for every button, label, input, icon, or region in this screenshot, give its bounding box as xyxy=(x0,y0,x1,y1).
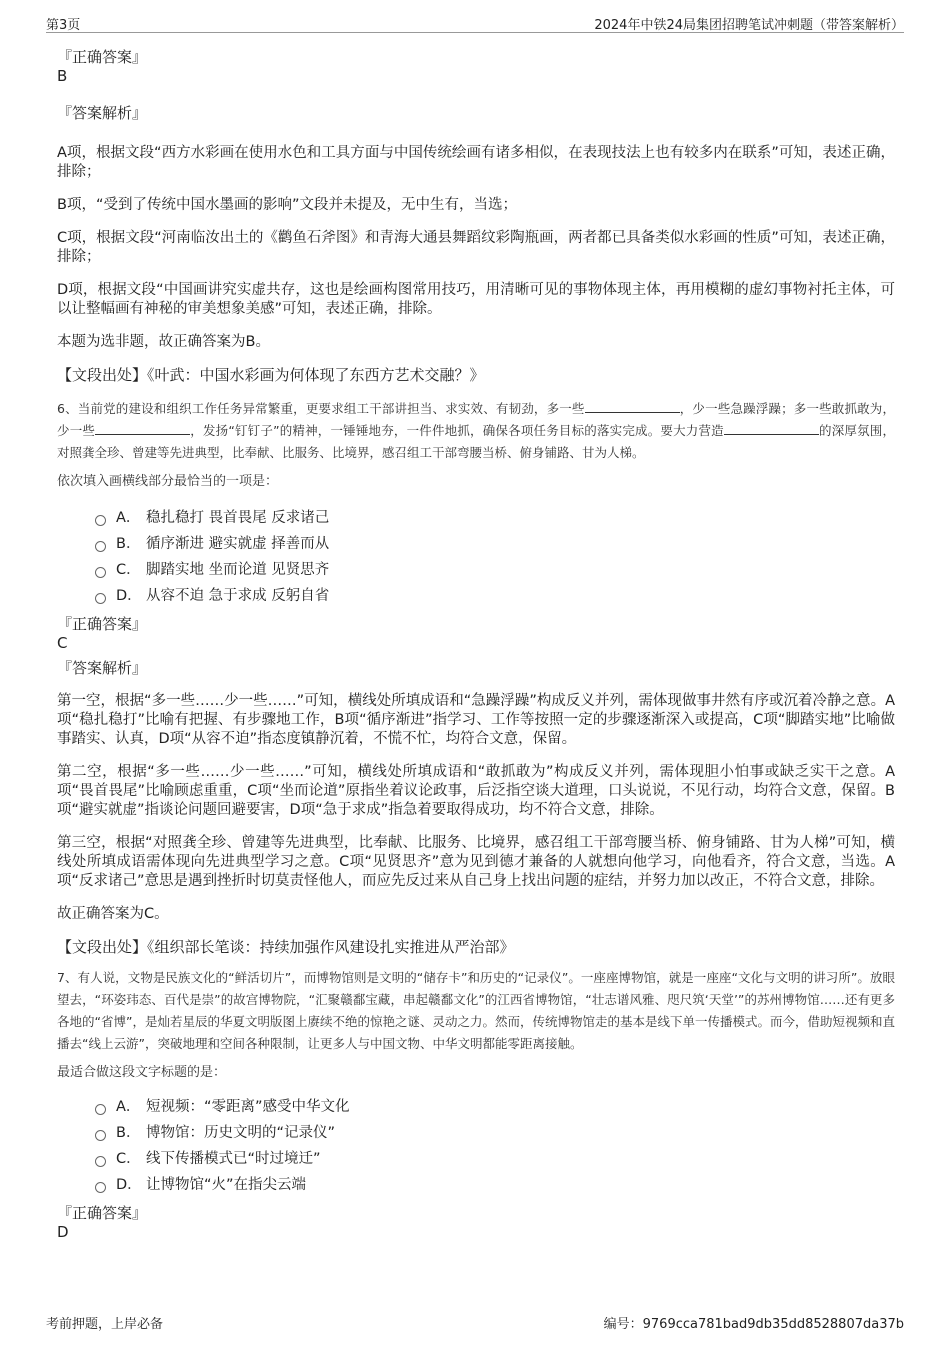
option-letter: A． xyxy=(116,510,141,526)
option-letter: B． xyxy=(116,536,141,552)
analysis-paragraph: 第二空，根据“多一些……少一些……”可知，横线处所填成语和“敢抓敢为”构成反义并列，需体现胆小怕事或缺乏实干之意。A项“畏首畏尾”比喻顾虑重重，C项“坐而论道”原指坐着议论政事，后泛指空谈大道理，口头说说，不见行动，均符合文意，保留。B项“避实就虚”指谈论问题回避要害，D项“急于求成”指急着要取得成功，均不符合文意，排除。 xyxy=(57,764,895,818)
source-title: 《叶武：中国水彩画为何体现了东西方艺术交融？》 xyxy=(147,366,485,384)
option-text: 让博物馆“火”在指尖云端 xyxy=(146,1177,307,1193)
question-stem xyxy=(57,398,895,464)
analysis-paragraph: 第三空，根据“对照龚全珍、曾建等先进典型，比奉献、比服务、比境界，感召组工干部弯腰当桥、俯身铺路、甘为人梯”可知，横线处所填成语需体现向先进典型学习之意。C项“见贤思齐”意为见到德才兼备的人就想向他学习，向他看齐，符合文意，当选。A项“反求诸己”意思是遇到挫折时切莫责怪他人，而应先反过来从自己身上找出问题的症结，并努力加以改正，不符合文意，排除。 xyxy=(57,835,895,889)
stem-text: 6、当前党的建设和组织工作任务异常繁重，更要求组工干部讲担当、求实效、有韧劲，多一些 xyxy=(57,401,585,416)
answer-value: B xyxy=(57,67,68,85)
source-title: 《组织部长笔谈：持续加强作风建设扎实推进从严治部》 xyxy=(147,938,515,956)
option-letter: D． xyxy=(116,1177,142,1193)
answer-label: 『正确答案』 xyxy=(57,48,148,66)
analysis-conclusion: 故正确答案为C。 xyxy=(57,906,169,922)
question-stem: 7、有人说，文物是民族文化的“鲜活切片”，而博物馆则是文明的“储存卡”和历史的“记录仪”。一座座博物馆，就是一座座“文化与文明的讲习所”。放眼望去，“环姿玮态、百代是崇”的故宫博物院，“汇聚赣鄱宝藏，串起赣鄱文化”的江西省博物馆，“壮志谱风雅、咫尺筑‘天堂’”的苏州博物馆……还有更多各地的“省博”，是灿若星辰的华夏文明版图上赓续不绝的惊艳之谜、灵动之力。然而，传统博物馆走的基本是线下单一传播模式。而今，借助短视频和直播去“线上云游”，突破地理和空间各种限制，让更多人与中国文物、中华文明都能零距离接触。 xyxy=(57,970,895,1051)
radio-icon[interactable] xyxy=(95,1156,106,1167)
analysis-paragraph: B项，“受到了传统中国水墨画的影响”文段并未提及，无中生有，当选； xyxy=(57,197,517,213)
page-header xyxy=(46,10,904,33)
option-letter: B． xyxy=(116,1125,141,1141)
option-a[interactable] xyxy=(95,1094,895,1120)
radio-icon[interactable] xyxy=(95,1130,106,1141)
question-prompt: 依次填入画横线部分最恰当的一项是： xyxy=(57,474,279,489)
radio-icon[interactable] xyxy=(95,567,106,578)
source-line xyxy=(57,938,895,957)
option-letter: A． xyxy=(116,1099,141,1115)
stem-text: 的深厚氛围，对照龚全珍、曾建等先进典型，比奉献、比服务、比境界，感召组工干部弯腰当桥、俯身铺路、甘为人梯。 xyxy=(57,423,895,460)
answer-label: 『正确答案』 xyxy=(57,1204,148,1222)
analysis-paragraph: D项，根据文段“中国画讲究实虚共存，这也是绘画构图常用技巧，用清晰可见的事物体现主体，再用模糊的虚幻事物衬托主体，可以让整幅画有神秘的审美想象美感”可知，表述正确，排除。 xyxy=(57,282,895,317)
answer-value: C xyxy=(57,634,68,652)
option-letter: C． xyxy=(116,562,141,578)
fill-blank xyxy=(95,422,190,435)
option-c[interactable] xyxy=(95,1146,895,1172)
analysis-paragraph: A项，根据文段“西方水彩画在使用水色和工具方面与中国传统绘画有诸多相似，在表现技法上也有较多内在联系”可知，表述正确，排除； xyxy=(57,145,895,180)
option-text: 博物馆：历史文明的“记录仪” xyxy=(146,1125,336,1141)
option-text: 循序渐进 避实就虚 择善而从 xyxy=(146,536,330,552)
radio-icon[interactable] xyxy=(95,1104,106,1115)
document-body xyxy=(57,48,895,1248)
radio-icon[interactable] xyxy=(95,593,106,604)
stem-text: ，少一些急躁浮躁；多一些敢抓敢为，少一些 xyxy=(57,401,895,438)
question-prompt: 最适合做这段文字标题的是： xyxy=(57,1065,227,1080)
analysis-paragraph: 第一空，根据“多一些……少一些……”可知，横线处所填成语和“急躁浮躁”构成反义并列，需体现做事井然有序或沉着冷静之意。A项“稳扎稳打”比喻有把握、有步骤地工作，B项“循序渐进”指学习、工作等按照一定的步骤逐渐深入或提高，C项“脚踏实地”比喻做事踏实、认真，D项“从容不迫”指态度镇静沉着，不慌不忙，均符合文意，保留。 xyxy=(57,693,895,747)
radio-icon[interactable] xyxy=(95,515,106,526)
page-number: 第3页 xyxy=(46,18,81,33)
option-text: 短视频：“零距离”感受中华文化 xyxy=(146,1099,350,1115)
option-list xyxy=(95,505,895,609)
option-text: 稳扎稳打 畏首畏尾 反求诸己 xyxy=(146,510,330,526)
option-b[interactable] xyxy=(95,1120,895,1146)
analysis-label: 『答案解析』 xyxy=(57,659,148,677)
radio-icon[interactable] xyxy=(95,1182,106,1193)
source-label: 【文段出处】 xyxy=(57,366,148,384)
option-d[interactable] xyxy=(95,583,895,609)
document-title: 2024年中铁24局集团招聘笔试冲刺题（带答案解析） xyxy=(594,18,904,33)
option-text: 脚踏实地 坐而论道 见贤思齐 xyxy=(146,562,330,578)
analysis-paragraph: C项，根据文段“河南临汝出土的《鹳鱼石斧图》和青海大通县舞蹈纹彩陶瓶画，两者都已具备类似水彩画的性质”可知，表述正确，排除； xyxy=(57,230,895,265)
analysis-label: 『答案解析』 xyxy=(57,104,148,122)
option-text: 从容不迫 急于求成 反躬自省 xyxy=(146,588,330,604)
option-text: 线下传播模式已“时过境迁” xyxy=(146,1151,321,1167)
stem-text: ，发扬“钉钉子”的精神，一锤锤地夯，一件件地抓，确保各项任务目标的落实完成。要大力营造 xyxy=(190,423,724,438)
option-letter: C． xyxy=(116,1151,141,1167)
footer-slogan: 考前押题，上岸必备 xyxy=(46,1317,164,1332)
option-c[interactable] xyxy=(95,557,895,583)
option-list xyxy=(95,1094,895,1198)
radio-icon[interactable] xyxy=(95,541,106,552)
option-a[interactable] xyxy=(95,505,895,531)
fill-blank xyxy=(724,422,819,435)
option-b[interactable] xyxy=(95,531,895,557)
option-d[interactable] xyxy=(95,1172,895,1198)
answer-label: 『正确答案』 xyxy=(57,615,148,633)
analysis-conclusion: 本题为选非题，故正确答案为B。 xyxy=(57,334,270,350)
document-code: 编号：9769cca781bad9db35dd8528807da37b xyxy=(603,1317,904,1332)
source-label: 【文段出处】 xyxy=(57,938,148,956)
source-line xyxy=(57,366,895,385)
answer-value: D xyxy=(57,1223,69,1241)
option-letter: D． xyxy=(116,588,142,604)
fill-blank xyxy=(585,400,680,413)
